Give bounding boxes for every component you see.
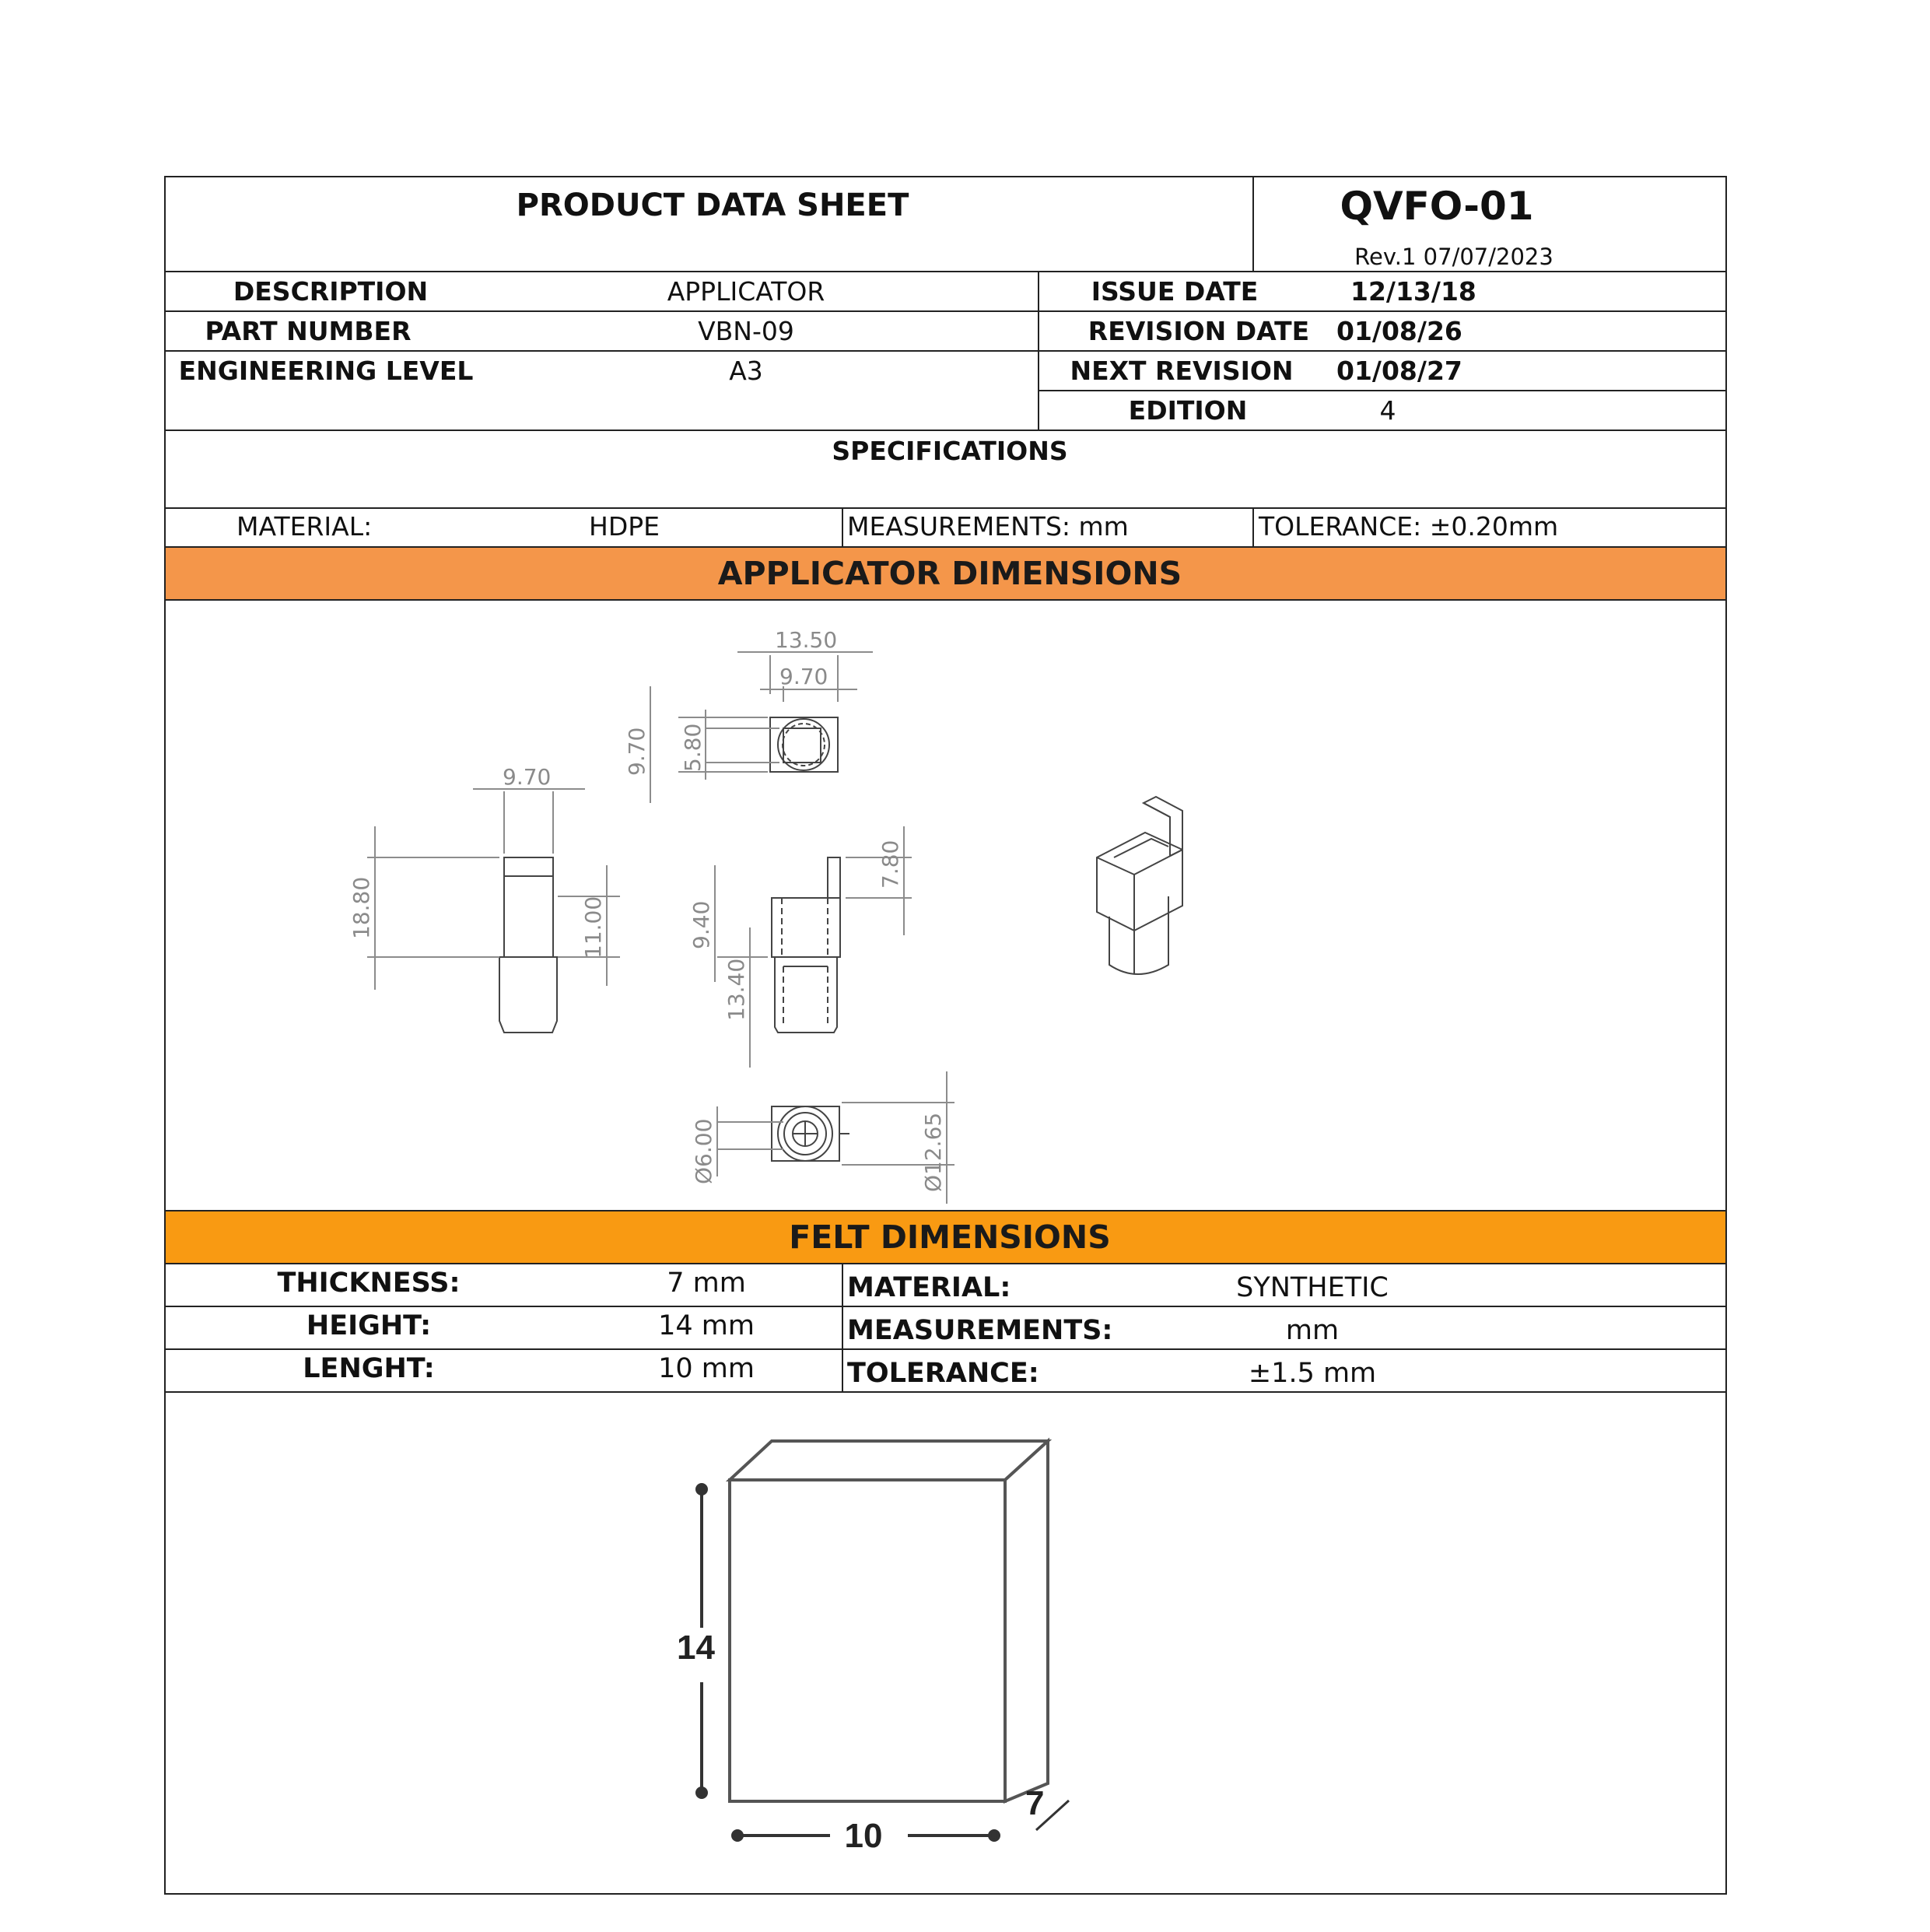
felt-tolerance-label: TOLERANCE: bbox=[847, 1358, 1039, 1389]
felt-block-side bbox=[1005, 1441, 1048, 1801]
applicator-dimensions-title: APPLICATOR DIMENSIONS bbox=[717, 555, 1182, 592]
dim-top-side-outer: 9.70 bbox=[624, 727, 650, 776]
edition-label: EDITION bbox=[1128, 395, 1248, 426]
revision-date-value: 01/08/26 bbox=[1336, 316, 1462, 346]
spec-material-value: HDPE bbox=[589, 511, 660, 542]
felt-measurements-value: mm bbox=[1285, 1315, 1340, 1346]
issue-date-value: 12/13/18 bbox=[1350, 276, 1476, 307]
product-data-sheet bbox=[164, 176, 1727, 1895]
revision-date-label: REVISION DATE bbox=[1088, 316, 1310, 346]
dim-bottom-outer-dia: Ø12.65 bbox=[920, 1112, 946, 1192]
felt-dim-length: 10 bbox=[844, 1817, 883, 1855]
part-number-value: VBN-09 bbox=[698, 316, 794, 346]
engineering-level-label: ENGINEERING LEVEL bbox=[178, 356, 474, 386]
felt-tolerance-value: ±1.5 mm bbox=[1248, 1358, 1377, 1389]
felt-height-label: HEIGHT: bbox=[306, 1310, 432, 1341]
dim-top-side-inner: 5.80 bbox=[680, 723, 706, 772]
spec-tolerance: TOLERANCE: ±0.20mm bbox=[1259, 511, 1559, 542]
felt-height-value: 14 mm bbox=[658, 1310, 755, 1341]
dim-top-inner: 9.70 bbox=[779, 664, 828, 689]
felt-material-value: SYNTHETIC bbox=[1236, 1272, 1389, 1303]
description-value: APPLICATOR bbox=[667, 276, 825, 307]
specifications-title: SPECIFICATIONS bbox=[832, 436, 1068, 466]
dim-front-height: 18.80 bbox=[349, 876, 374, 939]
document-code: QVFO-01 bbox=[1340, 184, 1534, 229]
revision-note: Rev.1 07/07/2023 bbox=[1354, 244, 1553, 270]
felt-block-front bbox=[730, 1480, 1005, 1801]
felt-measurements-label: MEASUREMENTS: bbox=[847, 1315, 1113, 1346]
part-number-label: PART NUMBER bbox=[205, 316, 412, 346]
edition-value: 4 bbox=[1379, 395, 1396, 426]
issue-date-label: ISSUE DATE bbox=[1091, 276, 1259, 307]
dim-side-upper: 9.40 bbox=[688, 900, 714, 949]
page-title: PRODUCT DATA SHEET bbox=[516, 188, 909, 223]
engineering-level-value: A3 bbox=[729, 356, 763, 386]
felt-dim-thickness: 7 bbox=[1025, 1784, 1045, 1822]
felt-dim-height: 14 bbox=[677, 1629, 715, 1667]
felt-length-value: 10 mm bbox=[658, 1353, 755, 1384]
felt-dimensions-title: FELT DIMENSIONS bbox=[789, 1218, 1111, 1256]
felt-thickness-label: THICKNESS: bbox=[277, 1268, 461, 1299]
dim-top-outer: 13.50 bbox=[775, 627, 838, 653]
next-revision-label: NEXT REVISION bbox=[1070, 356, 1294, 386]
felt-material-label: MATERIAL: bbox=[847, 1272, 1011, 1303]
next-revision-value: 01/08/27 bbox=[1336, 356, 1462, 386]
dim-side-lower: 13.40 bbox=[723, 958, 749, 1021]
spec-measurements: MEASUREMENTS: mm bbox=[847, 511, 1129, 542]
dim-front-lower: 11.00 bbox=[580, 896, 606, 959]
spec-material-label: MATERIAL: bbox=[236, 511, 373, 542]
dim-front-width: 9.70 bbox=[503, 764, 552, 790]
dim-side-tab: 7.80 bbox=[877, 840, 903, 889]
description-label: DESCRIPTION bbox=[233, 276, 429, 307]
dim-bottom-inner-dia: Ø6.00 bbox=[691, 1118, 716, 1184]
felt-block-top bbox=[730, 1441, 1048, 1480]
felt-length-label: LENGHT: bbox=[303, 1353, 435, 1384]
felt-block-drawing bbox=[2, 2, 1930, 1932]
felt-thickness-value: 7 mm bbox=[667, 1268, 746, 1299]
